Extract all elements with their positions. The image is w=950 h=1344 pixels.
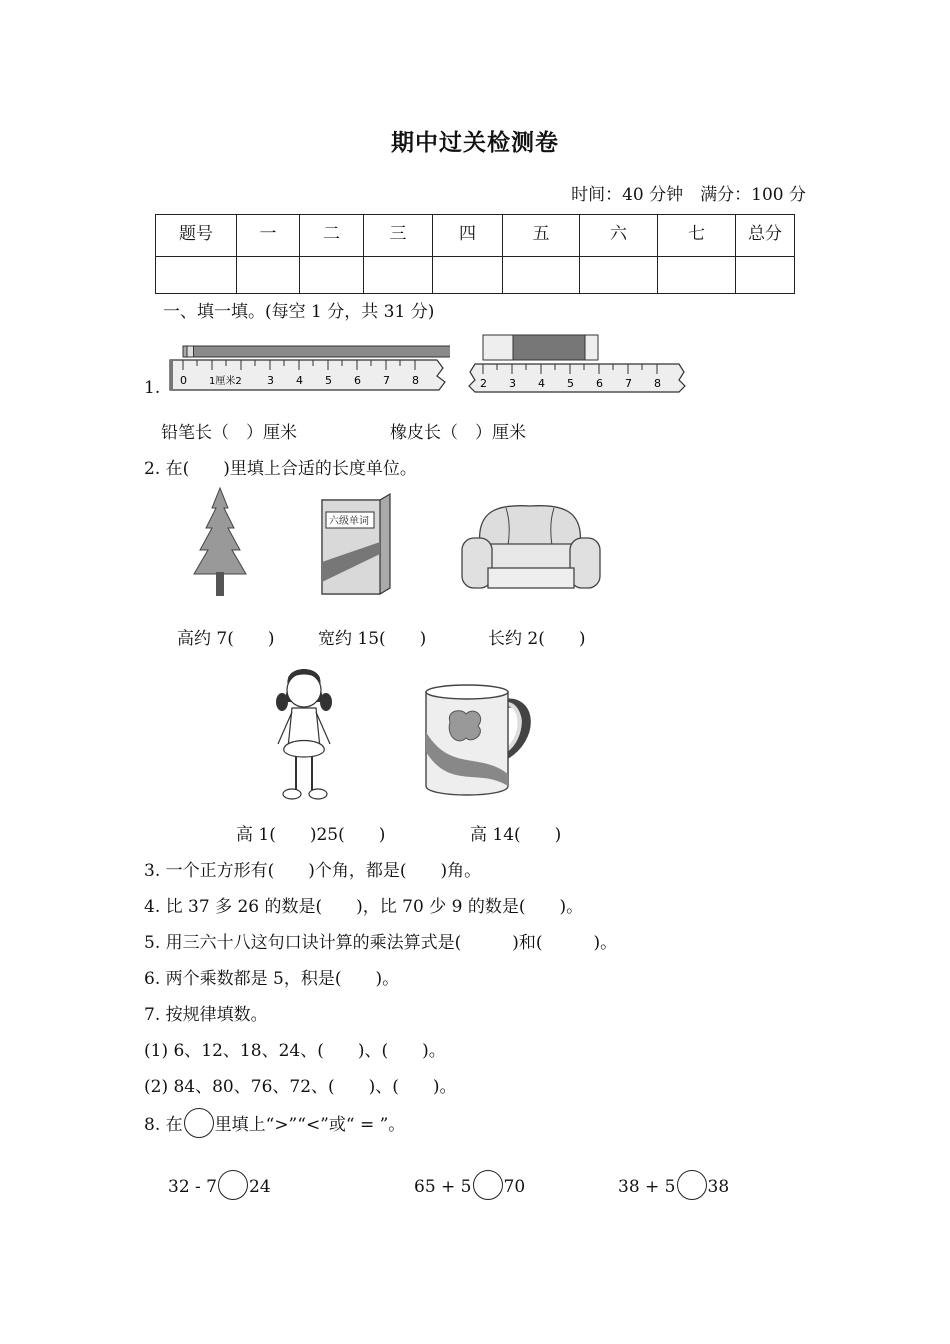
score-blank-cell[interactable] [736, 257, 795, 294]
compare-item [414, 1170, 525, 1200]
score-blank-cell[interactable] [300, 257, 364, 294]
score-header-cell: 题号 [156, 215, 237, 257]
score-table-header-row [156, 215, 795, 257]
compare-right: 38 [707, 1177, 730, 1197]
score-blank-cell[interactable] [503, 257, 580, 294]
eraser-ruler-figure [467, 332, 689, 394]
ruler-tick-label: 3 [267, 374, 274, 387]
q7-text: 7. 按规律填数。 [144, 1005, 268, 1025]
ruler-tick-label: 4 [296, 374, 303, 387]
score-header-cell: 五 [503, 215, 580, 257]
compare-circle-blank[interactable] [677, 1170, 707, 1200]
score-table-blank-row [156, 257, 795, 294]
score-header-cell: 总分 [736, 215, 795, 257]
compare-left: 38 + 5 [618, 1177, 676, 1197]
ruler-tick-label: 2 [480, 377, 487, 390]
section-heading: 一、填一填。(每空 1 分，共 31 分) [163, 302, 435, 322]
ruler-tick-label: 8 [654, 377, 661, 390]
tree-height-blank[interactable]: 高约 7( ) [177, 629, 275, 649]
compare-item [618, 1170, 729, 1200]
score-header-cell: 三 [364, 215, 433, 257]
cup-icon [420, 682, 534, 800]
q1-number: 1. [144, 378, 161, 398]
girl-icon [268, 656, 340, 804]
score-blank-cell[interactable] [433, 257, 503, 294]
compare-right: 70 [503, 1177, 526, 1197]
book-cover-text: 六级单词 [329, 516, 369, 527]
q8-prefix: 8. 在 [144, 1115, 183, 1135]
tree-icon [190, 486, 250, 598]
compare-circle-blank[interactable] [218, 1170, 248, 1200]
q5-text: 5. 用三六十八这句口诀计算的乘法算式是( )和( )。 [144, 933, 618, 953]
ruler-tick-label: 0 [180, 374, 187, 387]
ruler-tick-label: 4 [538, 377, 545, 390]
ruler-tick-label: 6 [596, 377, 603, 390]
book-width-blank[interactable]: 宽约 15( ) [318, 629, 427, 649]
score-header-cell: 七 [658, 215, 736, 257]
girl-height-blank[interactable]: 高 1( )25( ) [236, 825, 386, 845]
ruler-tick-label: 3 [509, 377, 516, 390]
q8-suffix: 里填上“>”“<”或“ = ”。 [214, 1115, 406, 1135]
compare-right: 24 [249, 1177, 271, 1197]
pencil-icon [183, 346, 450, 357]
score-table [155, 214, 795, 294]
score-blank-cell[interactable] [658, 257, 736, 294]
q7-part2: (2) 84、80、76、72、( )、( )。 [144, 1077, 457, 1097]
q2-text: 2. 在( )里填上合适的长度单位。 [144, 459, 417, 479]
q6-text: 6. 两个乘数都是 5，积是( )。 [144, 969, 400, 989]
compare-item [168, 1170, 271, 1200]
score-header-cell: 二 [300, 215, 364, 257]
page-title: 期中过关检测卷 [391, 130, 559, 156]
pencil-ruler-figure [165, 340, 450, 395]
score-blank-cell[interactable] [364, 257, 433, 294]
score-blank-cell[interactable] [580, 257, 658, 294]
exam-meta: 时间：40 分钟 满分：100 分 [571, 185, 806, 205]
sofa-length-blank[interactable]: 长约 2( ) [488, 629, 586, 649]
q7-part1: (1) 6、12、18、24、( )、( )。 [144, 1041, 446, 1061]
ruler-tick-label: 7 [625, 377, 632, 390]
ruler-tick-label: 7 [383, 374, 390, 387]
ruler-icon [469, 364, 685, 392]
score-header-cell: 六 [580, 215, 658, 257]
score-header-cell: 一 [237, 215, 300, 257]
q3-text: 3. 一个正方形有( )个角，都是( )角。 [144, 861, 482, 881]
ruler-tick-label: 5 [325, 374, 332, 387]
score-blank-cell[interactable] [237, 257, 300, 294]
q8-text [144, 1108, 405, 1138]
ruler-tick-label: 6 [354, 374, 361, 387]
ruler-tick-label: 5 [567, 377, 574, 390]
ruler-tick-label: 8 [412, 374, 419, 387]
circle-icon [184, 1108, 214, 1138]
q4-text: 4. 比 37 多 26 的数是( )，比 70 少 9 的数是( )。 [144, 897, 584, 917]
score-blank-cell[interactable] [156, 257, 237, 294]
score-header-cell: 四 [433, 215, 503, 257]
compare-circle-blank[interactable] [473, 1170, 503, 1200]
eraser-icon [483, 335, 598, 360]
compare-left: 32 - 7 [168, 1177, 217, 1197]
sofa-icon [458, 500, 604, 596]
ruler-icon [170, 360, 445, 390]
eraser-length-blank[interactable]: 橡皮长（ ）厘米 [390, 423, 526, 443]
pencil-length-blank[interactable]: 铅笔长（ ）厘米 [161, 423, 297, 443]
book-icon [318, 492, 396, 596]
compare-left: 65 + 5 [414, 1177, 472, 1197]
ruler-tick-label: 1厘米2 [209, 376, 242, 387]
cup-height-blank[interactable]: 高 14( ) [470, 825, 562, 845]
